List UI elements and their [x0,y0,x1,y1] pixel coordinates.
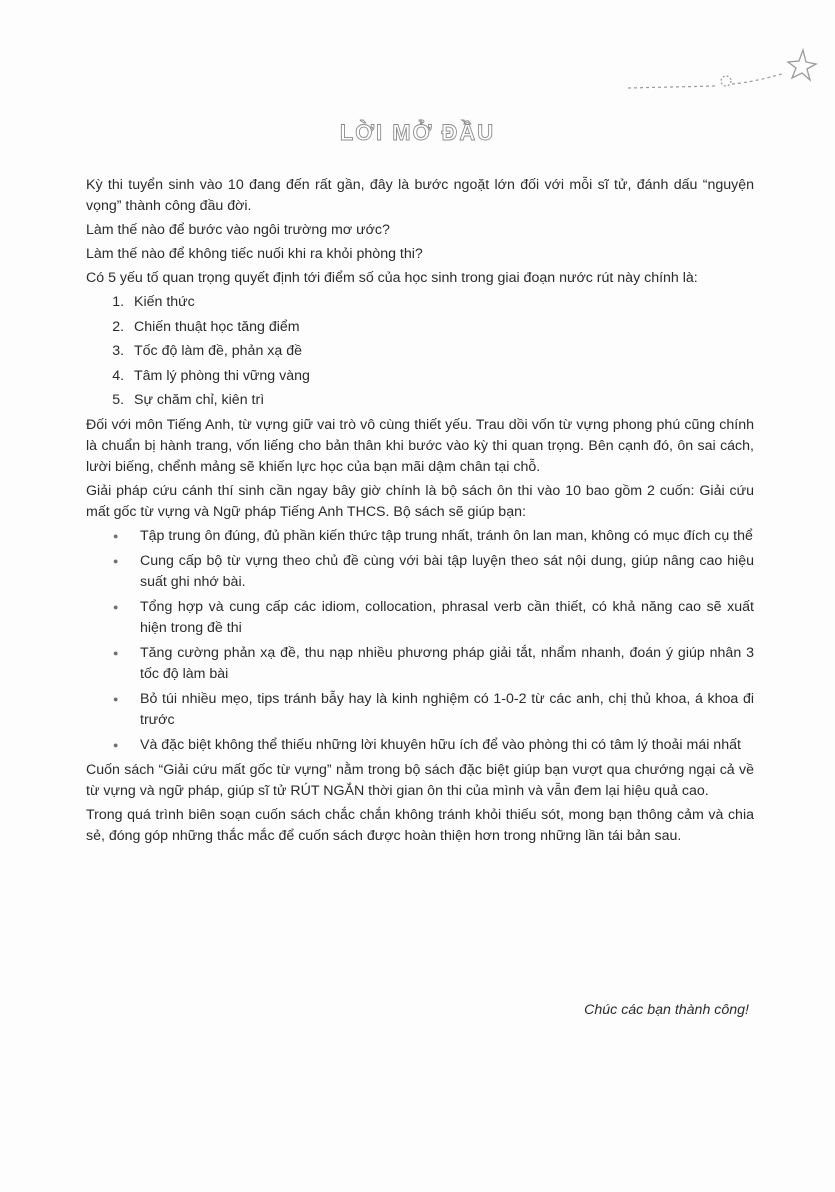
list-item [86,689,754,731]
list-item [86,643,754,685]
list-item-text: Bỏ túi nhiều mẹo, tips tránh bẫy hay là kinh nghiệm có 1-0-2 từ các anh, chị thủ khoa, á khoa đi trước [140,690,754,728]
list-item [86,597,754,639]
bullet-icon: ● [113,647,119,658]
bullet-icon: ● [113,601,119,612]
list-item [86,526,754,547]
paragraph-question-2: Làm thế nào để không tiếc nuối khi ra khỏi phòng thi? [86,246,423,262]
paragraph-book-description: Cuốn sách “Giải cứu mất gốc từ vựng” nằm trong bộ sách đặc biệt giúp bạn vượt qua chướng ngại cả về từ vựng và ngữ pháp, giúp sĩ tử RÚT NGẮN thời gian ôn thi của mình và vẫn đem lại hiệu quả cao. [86,761,754,799]
benefits-list [86,526,754,756]
paragraph-solution: Giải pháp cứu cánh thí sinh cần ngay bây giờ chính là bộ sách ôn thi vào 10 bao gồm 2 cuốn: Giải cứu mất gốc từ vựng và Ngữ pháp Tiếng Anh THCS. Bộ sách sẽ giúp bạn: [86,482,754,520]
paragraph-closing-note: Trong quá trình biên soạn cuốn sách chắc chắn không tránh khỏi thiếu sót, mong bạn thông cảm và chia sẻ, đóng góp những thắc mắc để cuốn sách được hoàn thiện hơn trong những lần tái bản sau. [86,806,754,844]
list-item [86,551,754,593]
list-item-text: Tập trung ôn đúng, đủ phần kiến thức tập trung nhất, tránh ôn lan man, không có mục đích cụ thể [140,527,753,544]
bullet-icon: ● [113,530,119,541]
paragraph-intro: Kỳ thi tuyển sinh vào 10 đang đến rất gần, đây là bước ngoặt lớn đối với mỗi sĩ tử, đánh dấu “nguyện vọng” thành công đầu đời. [86,177,754,214]
list-item: 3. Tốc độ làm đề, phản xạ đề [128,341,754,362]
list-item: 5. Sự chăm chỉ, kiên trì [128,390,754,411]
list-item-text: Tổng hợp và cung cấp các idiom, collocation, phrasal verb cần thiết, có khả năng cao sẽ xuất hiện trong đề thi [140,598,754,636]
list-item-text: Cung cấp bộ từ vựng theo chủ đề cùng với bài tập luyện theo sát nội dung, giúp nâng cao hiệu suất ghi nhớ bài. [140,552,754,590]
list-item [86,735,754,756]
bullet-icon: ● [113,693,119,704]
bullet-icon: ● [113,555,119,566]
paragraph-factors-intro: Có 5 yếu tố quan trọng quyết định tới điểm số của học sinh trong giai đoạn nước rút này chính là: [86,270,698,286]
list-item-text: Và đặc biệt không thể thiếu những lời khuyên hữu ích để vào phòng thi có tâm lý thoải mái nhất [140,736,741,753]
factors-list [86,292,754,411]
body-content [86,175,754,850]
page-title: LỜI MỞ ĐẦU [339,120,496,145]
list-item: 4. Tâm lý phòng thi vững vàng [128,366,754,387]
closing-signoff: Chúc các bạn thành công! [584,1002,749,1018]
bullet-icon: ● [113,739,119,750]
list-item: 2. Chiến thuật học tăng điểm [128,317,754,338]
paragraph-question-1: Làm thế nào để bước vào ngôi trường mơ ước? [86,222,390,238]
list-item-text: Tăng cường phản xạ đề, thu nạp nhiều phương pháp giải tắt, nhẩm nhanh, đoán ý giúp nhân 3 tốc độ làm bài [140,644,754,682]
paragraph-vocabulary: Đối với môn Tiếng Anh, từ vựng giữ vai trò vô cùng thiết yếu. Trau dồi vốn từ vựng phong phú cũng chính là chuẩn bị hành trang, vốn liếng cho bản thân khi bước vào kỳ thi quan trọng. Bên cạnh đó, ôn sai cách, lười biếng, chểnh mảng sẽ khiến lực học của bạn mãi dậm chân tại chỗ. [86,416,754,475]
star-dotted-trail-decoration [620,40,820,110]
list-item: 1. Kiến thức [128,292,754,313]
